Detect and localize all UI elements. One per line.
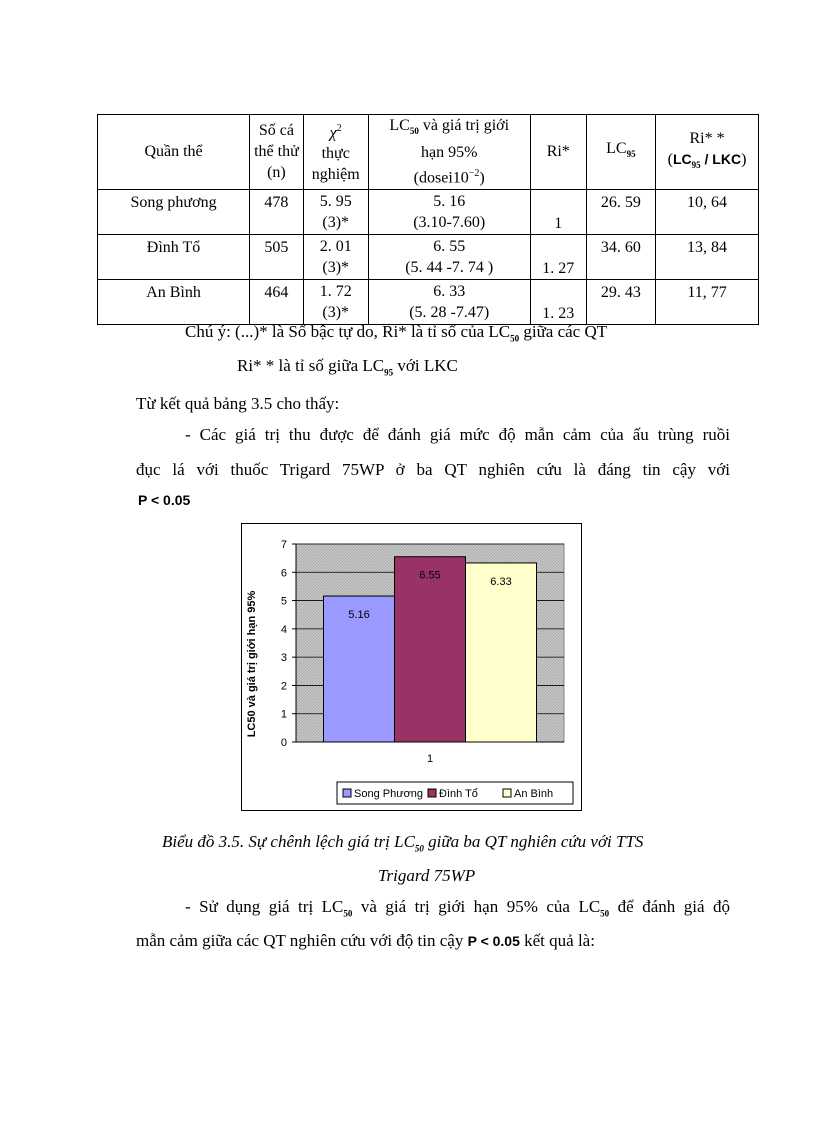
header-lc95: $LC_{95}$ xyxy=(586,115,655,190)
header-lc50: $LC_{50}$ và giá trị giới hạn 95% $(dosei10^{-2})$ xyxy=(368,115,530,190)
cell-chi: 2. 01 (3)* xyxy=(303,234,368,279)
cell-rii: 13, 84 xyxy=(656,234,759,279)
cell-ri: 1. 23 xyxy=(530,279,586,324)
cell-ri: 1 xyxy=(530,189,586,234)
p-value: P < 0.05 xyxy=(138,492,191,508)
header-population: Quần thể xyxy=(98,115,250,190)
paragraph-1-line-1: - Các giá trị thu được để đánh giá mức độ mẫn cảm của ấu trùng ruồi xyxy=(185,425,730,444)
table-header-row xyxy=(98,115,759,190)
cell-lc95: 26. 59 xyxy=(586,189,655,234)
results-table xyxy=(97,114,759,325)
figure-caption-line-1: Biểu đồ 3.5. Sự chênh lệch giá trị $LC_{50}$ giữa ba QT nghiên cứu với TTS xyxy=(162,832,644,854)
table-row xyxy=(98,189,759,234)
cell-rii: 10, 64 xyxy=(656,189,759,234)
legend-label: Song Phương xyxy=(354,788,424,800)
bar-2 xyxy=(395,557,466,742)
cell-ri: 1. 27 xyxy=(530,234,586,279)
cell-population: Song phương xyxy=(98,189,250,234)
cell-lc50: 5. 16 (3.10-7.60) xyxy=(368,189,530,234)
y-tick-label: 2 xyxy=(280,680,287,693)
bar-data-label: 6.33 xyxy=(490,575,512,588)
cell-lc95: 29. 43 xyxy=(586,279,655,324)
cell-n: 464 xyxy=(250,279,304,324)
cell-lc50: 6. 33 (5. 28 -7.47) xyxy=(368,279,530,324)
lc50-bar-chart xyxy=(241,523,582,811)
header-ri: Ri* xyxy=(530,115,586,190)
chart-svg xyxy=(242,524,581,810)
cell-population: An Bình xyxy=(98,279,250,324)
y-tick-label: 3 xyxy=(280,652,287,665)
bar-3 xyxy=(466,563,537,742)
legend-swatch xyxy=(428,789,436,797)
legend-swatch xyxy=(503,789,511,797)
bar-data-label: 5.16 xyxy=(348,609,370,622)
y-tick-label: 5 xyxy=(280,595,287,608)
intro-text: Từ kết quả bảng 3.5 cho thấy: xyxy=(136,394,340,413)
legend-label: Đình Tổ xyxy=(439,788,478,800)
y-tick-label: 0 xyxy=(280,737,287,749)
y-tick-label: 6 xyxy=(280,567,287,580)
y-tick-label: 7 xyxy=(280,539,287,551)
cell-n: 478 xyxy=(250,189,304,234)
bar-data-label: 6.55 xyxy=(419,569,441,582)
header-chi-square: $\chi^2$ thực nghiệm xyxy=(303,115,368,190)
y-tick-label: 4 xyxy=(280,623,287,636)
x-tick-label: 1 xyxy=(426,753,434,765)
paragraph-2-line-1: - Sử dụng giá trị $LC_{50}$ và giá trị giới hạn 95% của $LC_{50}$ để đánh giá độ xyxy=(185,897,730,919)
table-row xyxy=(98,234,759,279)
cell-rii: 11, 77 xyxy=(656,279,759,324)
legend-label: An Bình xyxy=(514,788,554,800)
header-sample-size: Số cá thể thử (n) xyxy=(250,115,304,190)
legend-swatch xyxy=(343,789,351,797)
cell-n: 505 xyxy=(250,234,304,279)
table-note-1: Chú ý: (...)* là Số bậc tự do, Ri* là tỉ số của $LC_{50}$ giữa các QT xyxy=(185,322,608,344)
table-note-2: Ri* * là tỉ số giữa $LC_{95}$ với LKC xyxy=(237,356,458,378)
cell-lc95: 34. 60 xyxy=(586,234,655,279)
figure-caption-line-2: Trigard 75WP xyxy=(378,866,476,885)
header-rii: Ri* * $(LC_{95} / LKC)$ xyxy=(656,115,759,190)
paragraph-1-line-2: đục lá với thuốc Trigard 75WP ở ba QT nghiên cứu là đáng tin cậy với xyxy=(136,460,730,479)
cell-chi: 5. 95 (3)* xyxy=(303,189,368,234)
table-row xyxy=(98,279,759,324)
cell-lc50: 6. 55 (5. 44 -7. 74 ) xyxy=(368,234,530,279)
cell-chi: 1. 72 (3)* xyxy=(303,279,368,324)
y-axis-title: LC50 và giá trị giới hạn 95% xyxy=(246,590,258,738)
cell-population: Đình Tổ xyxy=(98,234,250,279)
y-tick-label: 1 xyxy=(280,708,287,721)
paragraph-2-line-2: mẫn cảm giữa các QT nghiên cứu với độ tin cậy P < 0.05 kết quả là: xyxy=(136,931,595,950)
